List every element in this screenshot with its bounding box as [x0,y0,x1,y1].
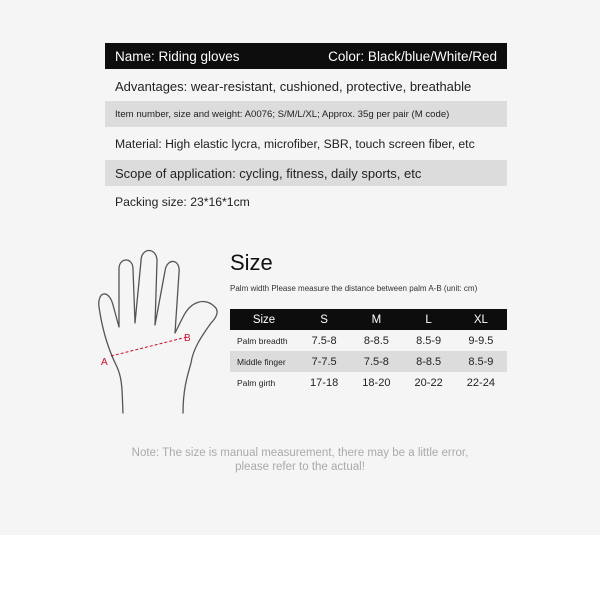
table-header-cell: M [371,313,382,326]
packing-row [105,189,507,215]
note-line-1: Note: The size is manual measurement, there may be a little error, [131,447,469,459]
table-row [230,351,507,372]
name-color-bar [105,43,507,69]
material-text: Material: High elastic lycra, microfiber, SBR, touch screen fiber, etc [115,137,475,151]
advantages-text: Advantages: wear-resistant, cushioned, protective, breathable [115,78,472,94]
item-row [105,101,507,127]
table-cell: 22-24 [466,376,495,389]
note-line-2: please refer to the actual! [235,461,365,473]
size-title: Size [230,250,273,275]
scope-text: Scope of application: cycling, fitness, daily sports, etc [115,165,422,181]
scope-row [105,160,507,186]
table-cell: 18-20 [362,376,391,389]
row-label: Palm girth [237,377,276,388]
bottom-band [0,535,600,600]
advantages-row [105,73,507,99]
table-cell: 9-9.5 [468,334,494,347]
table-header-cell: S [320,313,328,326]
palm-measure-line [111,337,187,356]
table-header-cell: XL [473,313,488,326]
table-cell: 8-8.5 [416,355,442,368]
table-cell: 7.5-8 [311,334,337,347]
hand-outline-icon [95,245,235,425]
table-cell: 8.5-9 [416,334,442,347]
table-cell: 8.5-9 [468,355,494,368]
item-text: Item number, size and weight: A0076; S/M/L/XL; Approx. 35g per pair (M code) [115,108,450,120]
row-label: Palm breadth [237,335,288,346]
table-cell: 8-8.5 [363,334,389,347]
table-row [230,330,507,351]
product-name: Name: Riding gloves [115,48,240,64]
product-color: Color: Black/blue/White/Red [328,48,497,64]
size-note [0,446,600,474]
table-header-row [230,309,507,330]
table-header-cell: Size [252,313,276,326]
table-header-cell: L [425,313,432,326]
row-label: Middle finger [237,356,286,367]
table-cell: 17-18 [310,376,339,389]
table-row [230,372,507,393]
hand-label-b: B [184,333,191,344]
hand-label-a: A [101,357,108,368]
material-row [105,131,507,157]
size-description: Palm width Please measure the distance between palm A-B (unit: cm) [230,284,478,293]
table-cell: 7-7.5 [311,355,337,368]
table-cell: 20-22 [414,376,443,389]
table-cell: 7.5-8 [363,355,389,368]
packing-text: Packing size: 23*16*1cm [115,195,250,209]
size-table [230,309,507,393]
